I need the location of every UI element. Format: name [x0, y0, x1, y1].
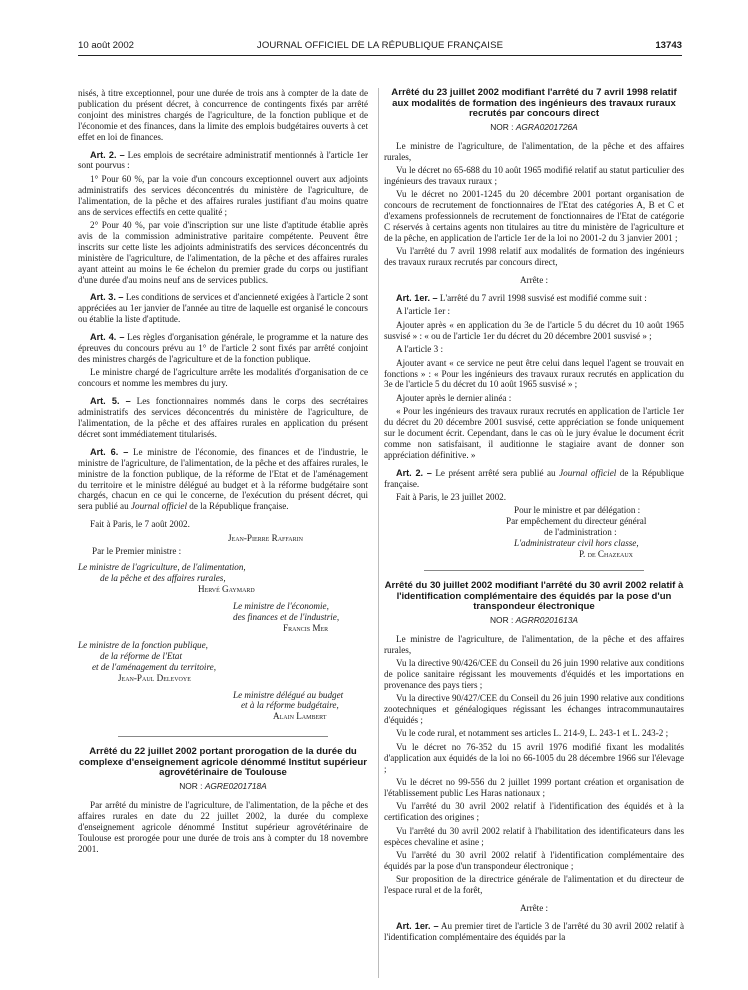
nor-label: NOR :	[490, 614, 516, 625]
visa-paragraph: Vu le décret no 99-556 du 2 juillet 1999 portant création et organisation de l'établissement public Les Haras nationaux ;	[384, 777, 684, 798]
arrete-body-toulouse: Par arrêté du ministre de l'agriculture, de l'alimentation, de la pêche et des affaires rurales en date du 22 juillet 2002, la durée du complexe d'enseignement agricole dénommé Institut supérieur agrovétérinaire de Toulouse est prorogée pour une durée de trois ans à compter du 18 novembre 2001.	[78, 799, 368, 854]
signature-name: Hervé Gaymard	[198, 584, 255, 595]
article-label: Art. 2. –	[90, 149, 125, 160]
header-rule	[78, 55, 682, 56]
signatory-agriculture	[78, 562, 368, 595]
article-1	[384, 921, 684, 943]
minister-title-line: Le ministre de l'économie,	[233, 601, 329, 612]
article-label: Art. 1er. –	[396, 293, 438, 304]
minister-title-line: Le ministre de la fonction publique,	[78, 639, 208, 650]
signature-name: Alain Lambert	[273, 711, 327, 722]
visa-paragraph: Vu le décret no 76-352 du 15 avril 1976 modifié fixant les modalités d'application aux équidés de la loi no 66-1005 du 28 décembre 1966 sur l'élevage ;	[384, 741, 684, 774]
visa-paragraph: Vu la directive 90/426/CEE du Conseil du 26 juin 1990 relative aux conditions de police sanitaire régissant les mouvements d'équidés et les importations en provenance des pays tiers ;	[384, 658, 684, 690]
minister-title-line: des finances et de l'industrie,	[233, 612, 340, 623]
visa-paragraph: Vu le code rural, et notamment ses articles L. 214-9, L. 243-1 et L. 243-2 ;	[396, 728, 669, 739]
done-at-paris: Fait à Paris, le 7 août 2002.	[90, 519, 190, 530]
left-column	[78, 88, 368, 857]
article-5	[78, 396, 368, 440]
article-1-line: Ajouter après « en application du 3e de l'article 5 du décret du 10 août 1965 susvisé » : « ou de l'article 1er du décret du 20 décembre 2001 susvisé » ;	[384, 319, 684, 341]
signature-name: Francis Mer	[283, 622, 329, 633]
nor-label: NOR :	[490, 121, 516, 132]
article-4	[78, 332, 368, 365]
signatory-economy	[78, 601, 368, 634]
by-prime-minister: Par le Premier ministre :	[92, 545, 182, 556]
article-label: Art. 2. –	[396, 467, 432, 478]
decree-continuation: nisés, à titre exceptionnel, pour une durée de trois ans à compter de la date de publication du présent décret, à concurrence de contingents fixés par arrêté conjoint des ministres chargés de l'agriculture, de la fonction publique et de l'économie et des finances, dans la limite des emplois budgétaires ouverts à cet effet en loi de finances.	[78, 88, 368, 142]
article-text: Les fonctionnaires nommés dans le corps des secrétaires administratifs des services déconcentrés du ministère de l'agriculture, de l'alimentation, de la pêche et des affaires rurales en application du présent décret sont immédiatement titularisés.	[78, 396, 368, 439]
article-text: Les conditions de services et d'ancienneté exigées à l'article 2 sont appréciées au 1er janvier de l'année au titre de laquelle est organisé le concours ou établie la liste d'aptitude.	[78, 292, 368, 325]
signatory-budget	[78, 690, 368, 723]
article-text: Au premier tiret de l'article 3 de l'arrêté du 30 avril 2002 relatif à l'identification complémentaire des équidés par la	[384, 921, 684, 942]
article-text: Le ministre de l'économie, des finances et de l'industrie, le ministre de l'agriculture, de l'alimentation, de la pêche et des affaires rurales, le ministre de la fonction publique, de la réforme de l'Etat et de l'aménagement du territoire et le ministre délégué au budget et à la réforme budgétaire sont chargés, chacun en ce qui le concerne, de l'exécution du présent décret, qui sera publié au	[78, 446, 368, 512]
arrete-heading: Arrête :	[519, 275, 549, 286]
nor-label: NOR :	[179, 781, 205, 791]
visa-paragraph: Vu l'arrêté du 30 avril 2002 relatif à l'identification complémentaire des équidés par la pose d'un transpondeur électronique ;	[384, 850, 684, 871]
arrete-title-toulouse: Arrêté du 22 juillet 2002 portant prorogation de la durée du complexe d'enseignement agricole dénommé Institut supérieur agrovétérinaire de Toulouse	[78, 746, 368, 779]
delegation-line: Pour le ministre et par délégation :	[514, 505, 641, 516]
article-text-end: de la République française.	[384, 467, 684, 489]
visa-paragraph: Vu l'arrêté du 7 avril 1998 relatif aux modalités de formation des ingénieurs des travaux ruraux recrutés par concours direct,	[384, 246, 684, 268]
header-date: 10 août 2002	[78, 40, 135, 51]
article-text: Le présent arrêté sera publié au	[431, 467, 560, 478]
journal-officiel-ref: Journal officiel	[130, 501, 187, 512]
minister-title-line: de la pêche et des affaires rurales,	[100, 573, 226, 584]
column-divider	[378, 88, 379, 978]
header-journal-title: JOURNAL OFFICIEL DE LA RÉPUBLIQUE FRANÇAISE	[256, 40, 504, 51]
article-2	[384, 468, 684, 490]
article-4-paragraph-2: Le ministre chargé de l'agriculture arrête les modalités d'organisation de ce concours et nomme les membres du jury.	[78, 367, 368, 389]
article-label: Art. 5. –	[90, 396, 131, 407]
done-at-paris: Fait à Paris, le 23 juillet 2002.	[396, 492, 506, 503]
section-separator	[424, 570, 644, 571]
minister-title-line: Le ministre délégué au budget	[233, 689, 344, 700]
article-1	[384, 293, 684, 304]
visa-paragraph: Vu l'arrêté du 30 avril 2002 relatif à l'identification des équidés et à la certification des origines ;	[384, 801, 684, 823]
article-2	[78, 150, 368, 172]
article-text: Les emplois de secrétaire administratif mentionnés à l'article 1er sont pourvus :	[78, 149, 368, 171]
article-1-line: Ajouter avant « ce service ne peut être celui dans lequel l'agent se trouvait en fonctions » : « Pour les ingénieurs des travaux ruraux recrutés en application du 3e de l'article 5 du décret du 10 août 1965 susvisé » ;	[384, 357, 684, 390]
arrete-title-equids: Arrêté du 30 juillet 2002 modifiant l'arrêté du 30 avril 2002 relatif à l'identification complémentaire des équidés par la pose d'un transpondeur électronique	[384, 580, 684, 613]
article-label: Art. 1er. –	[396, 921, 439, 932]
nor-reference	[384, 122, 684, 133]
minister-title-line: Le ministre de l'agriculture, de l'alimentation,	[78, 562, 246, 573]
arrete-heading: Arrête :	[519, 903, 549, 914]
journal-officiel-ref: Journal officiel	[559, 467, 617, 478]
article-text: Les règles d'organisation générale, le programme et la nature des épreuves du concours prévu au 1° de l'article 2 sont fixés par arrêté conjoint des ministres chargés de l'agriculture et de la fonction publique.	[78, 332, 368, 364]
visa-paragraph: Vu la directive 90/427/CEE du Conseil du 26 juin 1990 relative aux conditions zootechniques et généalogiques régissant les échanges intracommunautaires d'équidés ;	[384, 693, 684, 726]
nor-code: AGRA0201726A	[515, 121, 578, 132]
visa-paragraph: Sur proposition de la directrice générale de l'alimentation et du directeur de l'espace rural et de la forêt,	[384, 874, 684, 896]
minister-title-line: de la réforme de l'Etat	[100, 650, 183, 661]
nor-code: AGRE0201718A	[204, 781, 267, 791]
signatory-public-service	[78, 640, 368, 684]
article-label: Art. 4. –	[90, 332, 125, 343]
article-label: Art. 6. –	[90, 446, 129, 457]
arrete-title-engineers: Arrêté du 23 juillet 2002 modifiant l'arrêté du 7 avril 1998 relatif aux modalités de formation des ingénieurs des travaux ruraux recrutés par concours direct	[391, 87, 677, 120]
visa-paragraph: Le ministre de l'agriculture, de l'alimentation, de la pêche et des affaires rurales,	[384, 140, 684, 162]
minister-title-line: et de l'aménagement du territoire,	[92, 661, 217, 672]
nor-reference	[384, 615, 684, 626]
article-1-line: A l'article 3 :	[396, 344, 444, 355]
section-separator	[118, 736, 328, 737]
article-2-item-2: 2° Pour 40 %, par voie d'inscription sur une liste d'aptitude établie après avis de la commission administrative paritaire compétente. Peuvent être inscrits sur cette liste les adjoints administratifs des services déconcentrés du ministère de l'agriculture, de l'alimentation, de la pêche et des affaires rurales ayant atteint au moins le 6e échelon du premier grade du corps ou justifiant d'une durée d'au moins neuf ans de services publics.	[78, 219, 368, 285]
article-label: Art. 3. –	[90, 292, 124, 303]
right-column	[384, 88, 684, 945]
article-1-line: Ajouter après le dernier alinéa :	[396, 392, 512, 403]
visa-paragraph: Le ministre de l'agriculture, de l'alimentation, de la pêche et des affaires rurales,	[384, 633, 684, 655]
page-header	[78, 40, 682, 56]
article-6	[78, 447, 368, 512]
delegation-line: Par empêchement du directeur général	[506, 516, 647, 527]
signatory-title: L'administrateur civil hors classe,	[514, 538, 639, 549]
signature-prime-minister: Jean-Pierre Raffarin	[228, 532, 303, 543]
delegation-line: de l'administration :	[544, 527, 617, 538]
visa-paragraph: Vu le décret no 65-688 du 10 août 1965 modifié relatif au statut particulier des ingénieurs des travaux ruraux ;	[384, 165, 684, 186]
article-text: L'arrêté du 7 avril 1998 susvisé est modifié comme suit :	[437, 293, 647, 304]
article-2-item-1: 1° Pour 60 %, par la voie d'un concours exceptionnel ouvert aux adjoints administratifs des services déconcentrés du ministère de l'agriculture, de l'alimentation, de la pêche et des affaires rurales justifiant d'au moins quatre ans de services effectifs en cette qualité ;	[78, 173, 368, 217]
article-1-line: « Pour les ingénieurs des travaux ruraux recrutés en application de l'article 1er du décret du 20 décembre 2001 susvisé, cette appréciation se fonde uniquement sur le document écrit. Cependant, dans le cas où le jury évalue le document écrit comme non satisfaisant, il auditionne le stagiaire avant de donner son appréciation définitive. »	[384, 406, 684, 460]
nor-reference	[78, 781, 368, 792]
nor-code: AGRR0201613A	[515, 614, 578, 625]
article-text-end: de la République française.	[186, 501, 289, 512]
header-page-number: 13743	[655, 40, 682, 51]
visa-paragraph: Vu le décret no 2001-1245 du 20 décembre 2001 portant organisation de concours de recrutement de fonctionnaires de l'Etat des catégories A, B et C et d'examens professionnels de recrutement de fonctionnaires de l'Etat de catégorie C réservés à certains agents non titulaires au titre du ministère de l'agriculture et de la pêche, en application de l'article 1er de la loi no 2001-2 du 3 janvier 2001 ;	[384, 189, 684, 243]
minister-title-line: et à la réforme budgétaire,	[241, 700, 339, 711]
visa-paragraph: Vu l'arrêté du 30 avril 2002 relatif à l'habilitation des identificateurs dans les espèces chevaline et asine ;	[384, 825, 684, 847]
article-1-line: A l'article 1er :	[396, 306, 451, 317]
signature-name: P. de Chazeaux	[579, 549, 633, 560]
signature-name: Jean-Paul Delevoye	[118, 672, 191, 683]
article-3	[78, 292, 368, 325]
